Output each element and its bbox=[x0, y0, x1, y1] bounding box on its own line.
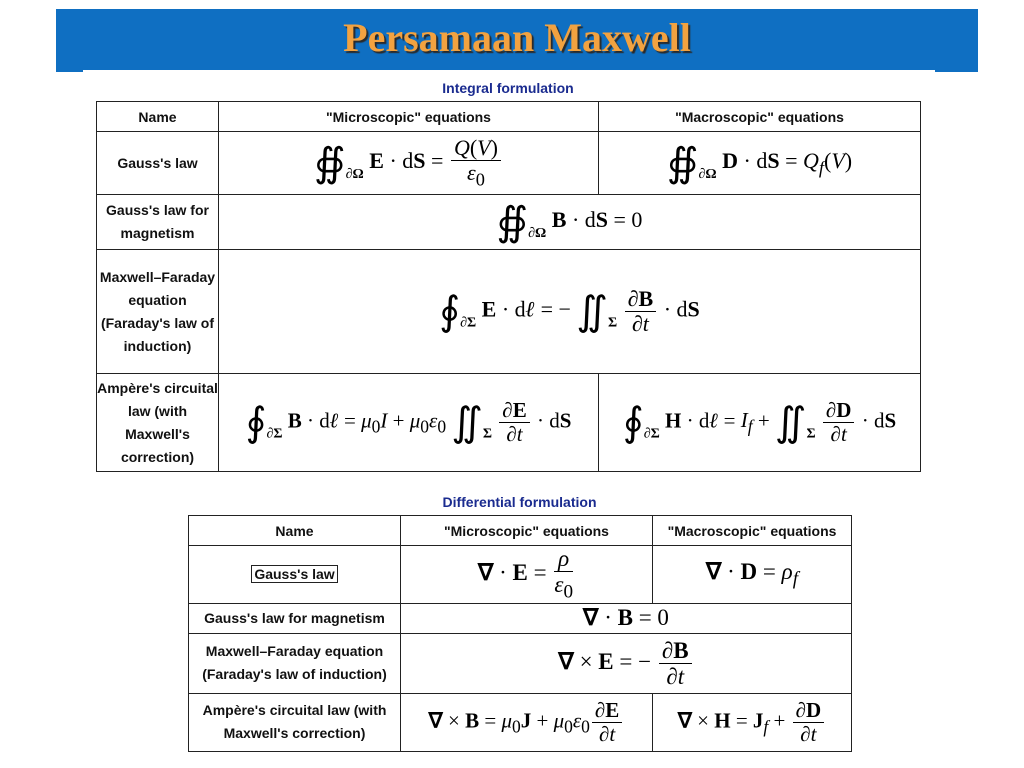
table-header-row bbox=[97, 102, 921, 132]
row-name: Maxwell–Faraday equation (Faraday's law of induction) bbox=[189, 633, 401, 693]
equation-cell: ∇ × $B = \mu_0J + \mu_0\varepsilon_0$ $\frac{\partial E}{\partial t}$ bbox=[401, 693, 653, 751]
table-row bbox=[189, 633, 852, 693]
equation-cell: $∯_{\partial\Omega}$ E · dS = $\frac{Q(V)}{\varepsilon_0}$ bbox=[219, 132, 599, 195]
integral-caption: Integral formulation bbox=[442, 80, 574, 96]
row-name-cell bbox=[189, 546, 401, 604]
row-name: Ampère's circuital law (with Maxwell's correction) bbox=[97, 374, 219, 472]
equation-cell: ∇ · $D = \rho_f$ bbox=[653, 546, 852, 604]
row-name: Gauss's law bbox=[97, 132, 219, 195]
row-name: Gauss's law bbox=[251, 565, 337, 583]
table-row bbox=[189, 693, 852, 751]
equation-cell: ∇ · B = 0 bbox=[401, 603, 852, 633]
row-name: Gauss's law for magnetism bbox=[189, 603, 401, 633]
differential-caption: Differential formulation bbox=[442, 494, 597, 510]
table-row bbox=[189, 546, 852, 604]
row-name: Maxwell–Faraday equation (Faraday's law of induction) bbox=[97, 250, 219, 374]
integral-table bbox=[96, 101, 921, 472]
equation-cell: $∮_{\partial\Sigma}$ H · dℓ = $I_f$ + $∬_\Sigma$ $\frac{\partial D}{\partial t}$ · dS bbox=[599, 374, 921, 472]
table-row bbox=[97, 374, 921, 472]
header-microscopic: "Microscopic" equations bbox=[401, 516, 653, 546]
slide-title: Persamaan Maxwell bbox=[343, 15, 691, 60]
header-name: Name bbox=[97, 102, 219, 132]
equation-cell: ∇ · E = $\frac{\rho}{\varepsilon_0}$ bbox=[401, 546, 653, 604]
header-microscopic: "Microscopic" equations bbox=[219, 102, 599, 132]
row-name: Gauss's law for magnetism bbox=[97, 195, 219, 250]
banner-divider bbox=[83, 70, 935, 72]
header-macroscopic: "Macroscopic" equations bbox=[653, 516, 852, 546]
table-row bbox=[97, 132, 921, 195]
differential-table bbox=[188, 515, 852, 752]
row-name: Ampère's circuital law (with Maxwell's correction) bbox=[189, 693, 401, 751]
table-row bbox=[189, 603, 852, 633]
header-macroscopic: "Macroscopic" equations bbox=[599, 102, 921, 132]
equation-cell: $∯_{\partial\Omega}$ D · dS = $Q_f(V)$ bbox=[599, 132, 921, 195]
table-header-row bbox=[189, 516, 852, 546]
header-name: Name bbox=[189, 516, 401, 546]
table-row bbox=[97, 250, 921, 374]
table-row bbox=[97, 195, 921, 250]
equation-cell: ∇ × E = − $\frac{\partial B}{\partial t}$ bbox=[401, 633, 852, 693]
equation-cell: $∮_{\partial\Sigma}$ E · dℓ = − $∬_\Sigma$ $\frac{\partial B}{\partial t}$ · dS bbox=[219, 250, 921, 374]
equation-cell: ∇ × $H = J_f$ + $\frac{\partial D}{\partial t}$ bbox=[653, 693, 852, 751]
equation-cell: $∯_{\partial\Omega}$ B · dS = 0 bbox=[219, 195, 921, 250]
equation-cell: $∮_{\partial\Sigma}$ B · dℓ = $\mu_0I + \mu_0\varepsilon_0$ $∬_\Sigma$ $\frac{\partial E}{\partial t}$ · dS bbox=[219, 374, 599, 472]
